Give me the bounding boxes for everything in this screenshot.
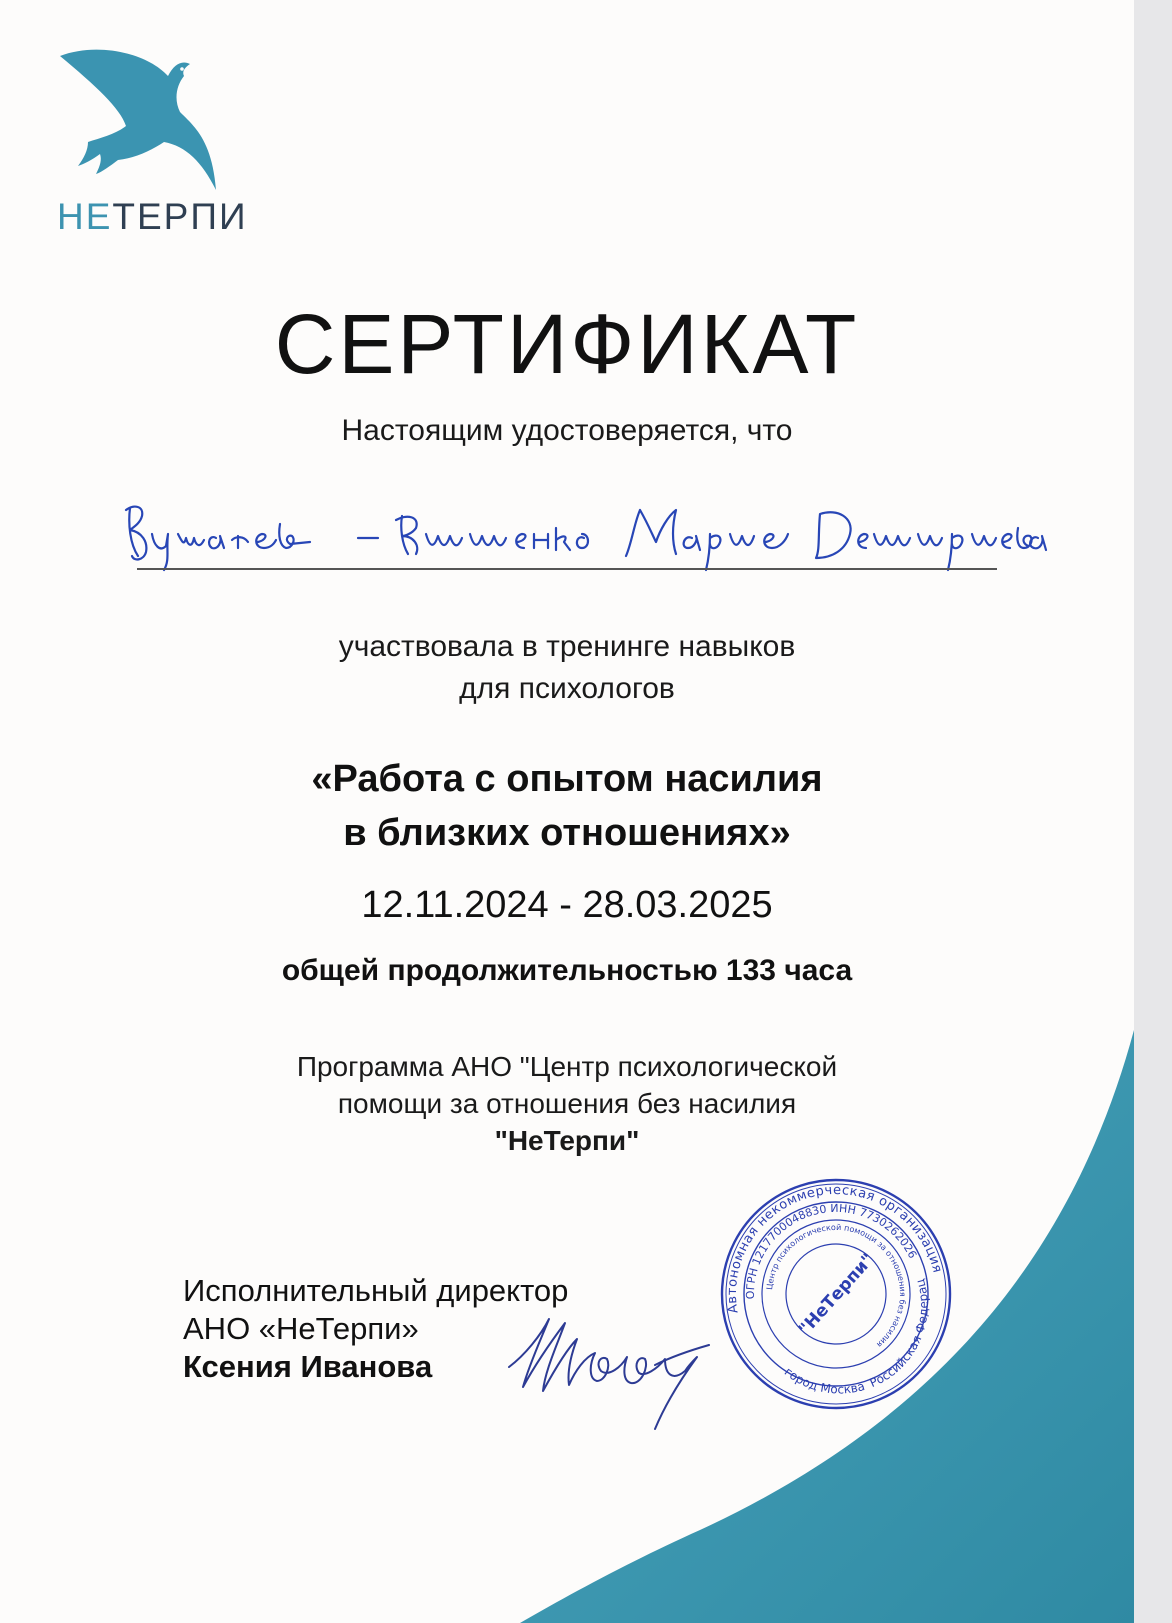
course-dates: 12.11.2024 - 28.03.2025 xyxy=(361,884,773,926)
recipient-name-handwriting xyxy=(120,494,1050,574)
participation-text xyxy=(0,626,1134,710)
svg-text:город Москва xyxy=(779,1345,867,1412)
course-duration: общей продолжительностью 133 часа xyxy=(281,954,853,987)
stamp-country-text: Российская Федерация xyxy=(867,1277,931,1391)
program-description xyxy=(0,1048,1134,1159)
program-line-3: "НеТерпи" xyxy=(494,1125,640,1156)
director-name: Ксения Иванова xyxy=(183,1349,433,1384)
page-edge xyxy=(1134,0,1172,1623)
director-position-line-2: АНО «НеТерпи» xyxy=(183,1311,419,1346)
program-line-1: Программа АНО "Центр психологической xyxy=(296,1051,838,1082)
logo-wordmark xyxy=(57,196,248,238)
program-line-2: помощи за отношения без насилия xyxy=(337,1088,797,1119)
stamp-outer-text: Автономная некоммерческая организация xyxy=(724,1182,945,1315)
certifies-text: Настоящим удостоверяется, что xyxy=(341,414,793,447)
participation-line-2: для психологов xyxy=(459,672,675,705)
dove-logo-icon xyxy=(56,42,224,192)
course-title-line-2: в близких отношениях» xyxy=(343,812,791,854)
director-position-line-1: Исполнительный директор xyxy=(183,1273,569,1308)
stamp-ogrn-text: ОГРН 1217700048830 ИНН 7730262026 xyxy=(743,1201,920,1300)
logo-wordmark-ne: НЕ xyxy=(57,196,113,237)
certificate-title: СЕРТИФИКАТ xyxy=(274,297,860,391)
name-underline xyxy=(137,568,997,570)
organization-stamp xyxy=(718,1176,954,1412)
director-signature xyxy=(505,1305,710,1435)
stamp-inner-text: Центр психологической помощи за отношения без насилия xyxy=(765,1222,908,1350)
course-title-line-1: «Работа с опытом насилия xyxy=(311,758,823,800)
logo-wordmark-terpi: ТЕРПИ xyxy=(112,196,248,237)
participation-line-1: участвовала в тренинге навыков xyxy=(338,630,796,663)
course-title xyxy=(0,752,1134,860)
stamp-center-text: "НеТерпи" xyxy=(795,1249,879,1340)
stamp-city-text: город Москва xyxy=(781,1364,867,1397)
